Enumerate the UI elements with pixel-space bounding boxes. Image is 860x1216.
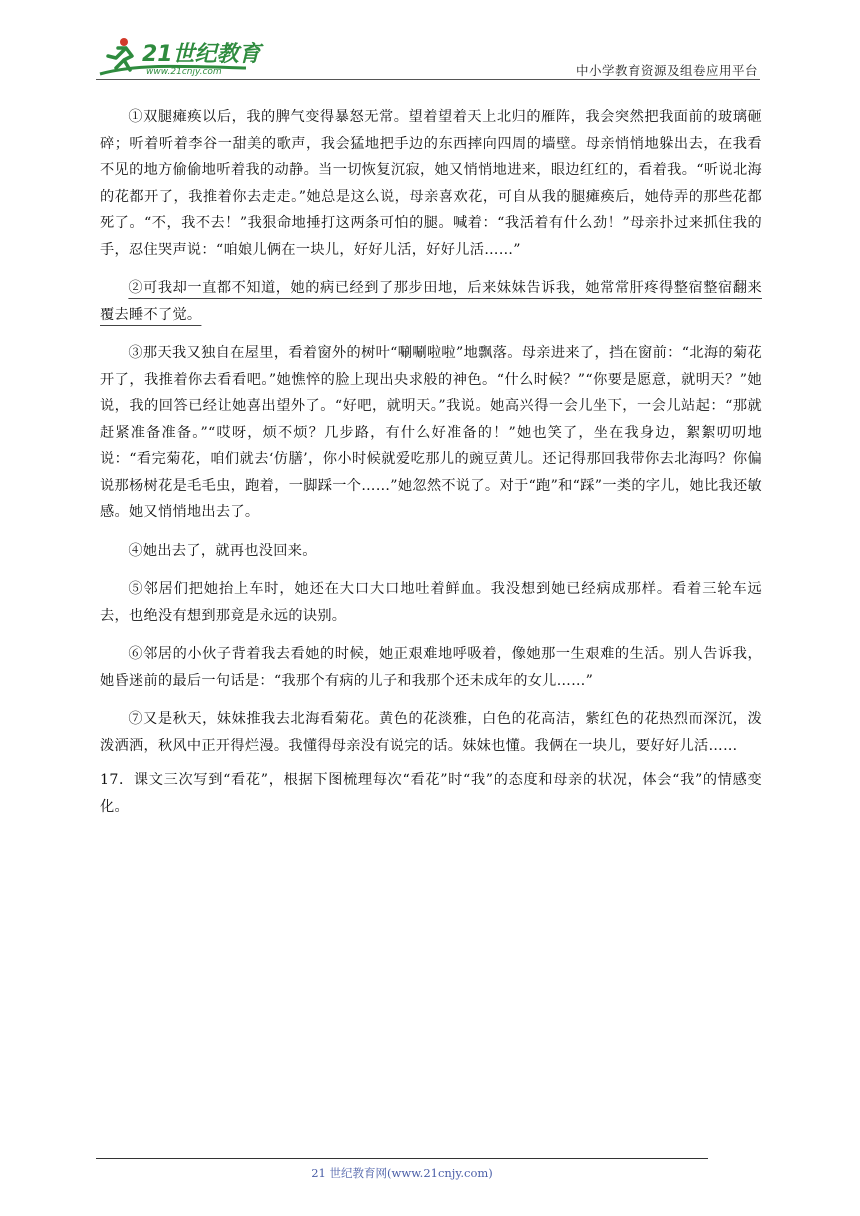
article-body [100,104,762,820]
svg-text:www.21cnjy.com: www.21cnjy.com [146,67,222,77]
paragraph-4: ④她出去了，就再也没回来。 [128,542,317,559]
paragraph-6: ⑥邻居的小伙子背着我去看她的时候，她正艰难地呼吸着，像她那一生艰难的生活。别人告诉我，她昏迷前的最后一句话是：“我那个有病的儿子和我那个还未成年的女儿……” [100,646,762,689]
platform-name: 中小学教育资源及组卷应用平台 [575,63,758,78]
question-17: 17．课文三次写到“看花”，根据下图梳理每次“看花”时“我”的态度和母亲的状况，体会“我”的情感变化。 [100,772,762,815]
paragraph-1: ①双腿瘫痪以后，我的脾气变得暴怒无常。望着望着天上北归的雁阵，我会突然把我面前的玻璃砸碎；听着听着李谷一甜美的歌声，我会猛地把手边的东西摔向四周的墙壁。母亲悄悄地躲出去，在我看不见的地方偷偷地听着我的动静。当一切恢复沉寂，她又悄悄地进来，眼边红红的，看着我。“听说北海的花都开了，我推着你去走走。”她总是这么说，母亲喜欢花，可自从我的腿瘫痪后，她侍弄的那些花都死了。“不，我不去！”我狠命地捶打这两条可怕的腿。喊着：“我活着有什么劲！”母亲扑过来抓住我的手，忍住哭声说：“咱娘儿俩在一块儿，好好儿活，好好儿活……” [100,109,762,258]
paragraph-2: ②可我却一直都不知道，她的病已经到了那步田地，后来妹妹告诉我，她常常肝疼得整宿整宿翻来覆去睡不了觉。 [100,280,762,323]
paragraph-7: ⑦又是秋天，妹妹推我去北海看菊花。黄色的花淡雅，白色的花高洁，紫红色的花热烈而深沉，泼泼洒洒，秋风中正开得烂漫。我懂得母亲没有说完的话。妹妹也懂。我俩在一块儿，要好好儿活…… [100,711,762,754]
page-footer [96,1158,708,1181]
paragraph-5: ⑤邻居们把她抬上车时，她还在大口大口地吐着鲜血。我没想到她已经病成那样。看着三轮车远去，也绝没有想到那竟是永远的诀别。 [100,581,762,624]
page-header [96,34,760,82]
footer-text: 21 世纪教育网(www.21cnjy.com) [311,1166,493,1180]
svg-text:21世纪教育: 21世纪教育 [142,42,261,67]
footer-divider [96,1158,708,1159]
paragraph-3: ③那天我又独自在屋里，看着窗外的树叶“唰唰啦啦”地飘落。母亲进来了，挡在窗前：“北海的菊花开了，我推着你去看看吧。”她憔悴的脸上现出央求般的神色。“什么时候？”“你要是愿意，就明天？”她说，我的回答已经让她喜出望外了。“好吧，就明天。”我说。她高兴得一会儿坐下，一会儿站起：“那就赶紧准备准备。”“哎呀，烦不烦？几步路，有什么好准备的！”她也笑了，坐在我身边，絮絮叨叨地说：“看完菊花，咱们就去‘仿膳’，你小时候就爱吃那儿的豌豆黄儿。还记得那回我带你去北海吗？你偏说那杨树花是毛毛虫，跑着，一脚踩一个……”她忽然不说了。对于“跑”和“踩”一类的字儿，她比我还敏感。她又悄悄地出去了。 [100,345,762,520]
header-divider [96,79,760,80]
site-logo [96,34,266,80]
